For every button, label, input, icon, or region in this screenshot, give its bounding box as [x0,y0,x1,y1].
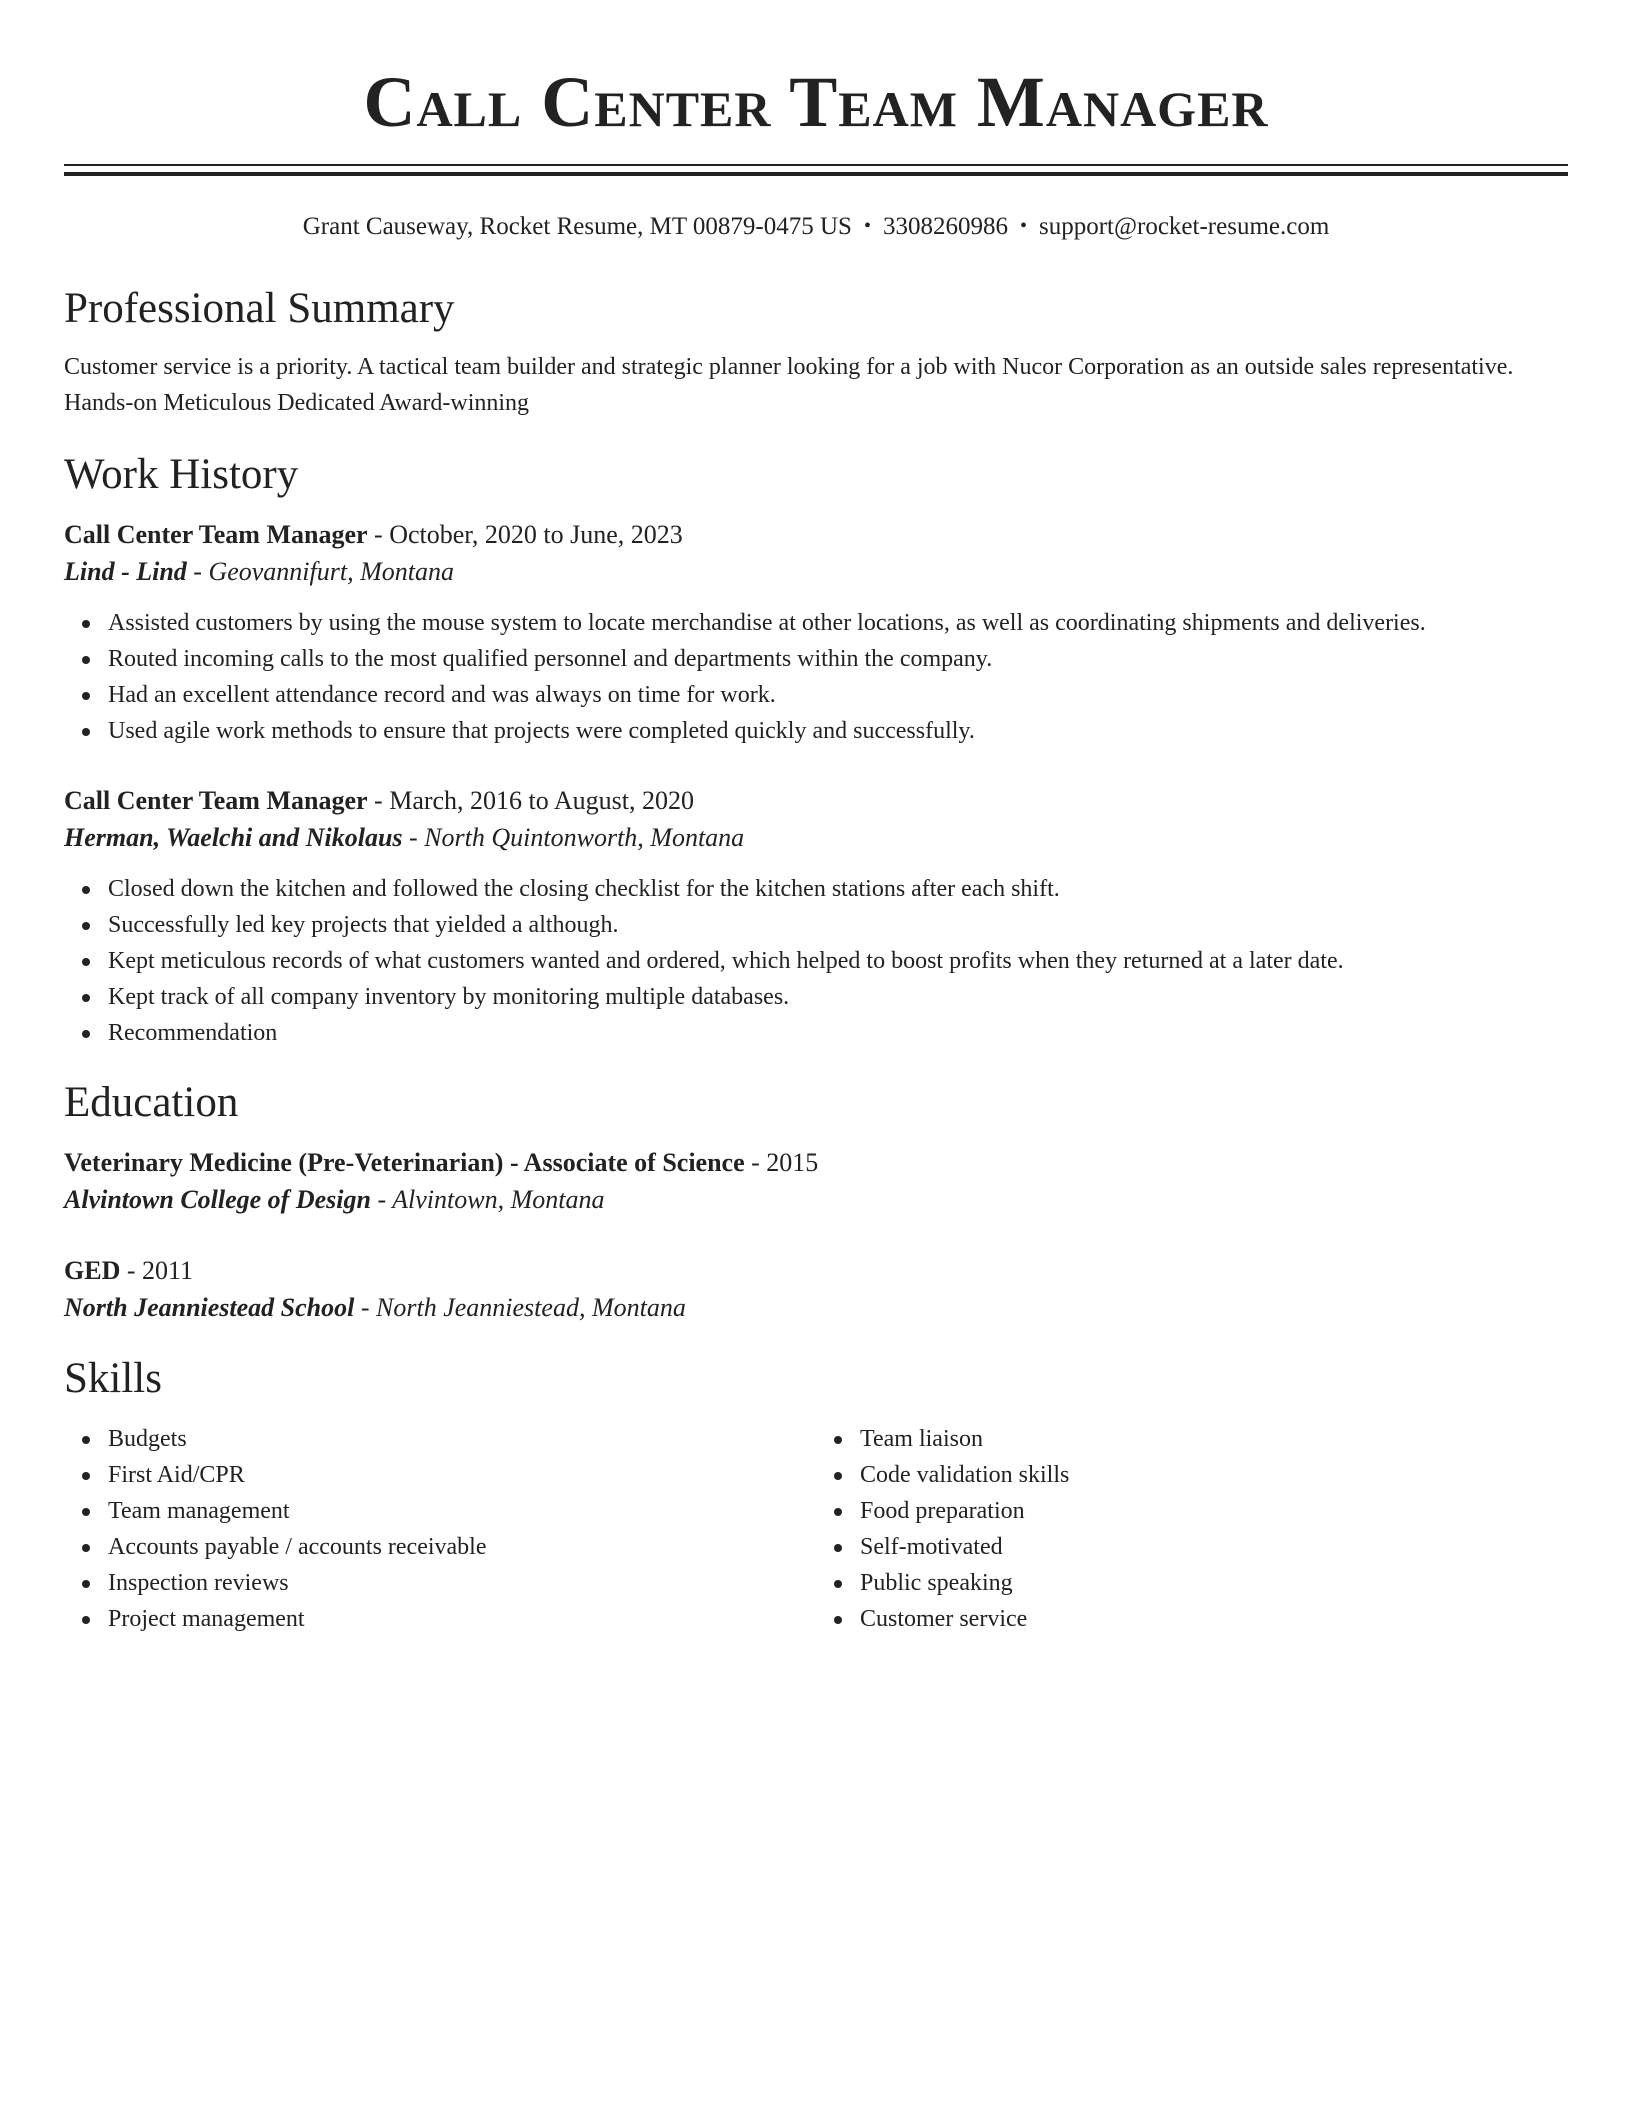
job-company: Herman, Waelchi and Nikolaus [64,823,403,852]
education-location: - North Jeanniestead, Montana [354,1293,686,1322]
job-role: Call Center Team Manager [64,786,368,815]
list-item: Project management [108,1601,816,1637]
education-heading: Education [64,1079,239,1126]
list-item: Recommendation [108,1015,1568,1051]
skills-columns [64,1421,1568,1637]
job-dates: - March, 2016 to August, 2020 [367,786,694,815]
education-entry [64,1145,1568,1219]
summary-heading: Professional Summary [64,285,455,332]
skills-heading: Skills [64,1355,162,1402]
contact-separator: • [1019,215,1027,237]
education-degree: GED [64,1256,121,1285]
job-location: - North Quintonworth, Montana [402,823,745,852]
list-item: Food preparation [860,1493,1568,1529]
job-entry [64,783,1568,1051]
summary-text: Customer service is a priority. A tactical team builder and strategic planner looking for a job with Nucor Corporation as an outside sales representative. Hands-on Meticulous Dedicated Award-winning [64,354,1514,416]
list-item: Assisted customers by using the mouse system to locate merchandise at other locations, as well as coordinating shipments and deliveries. [108,605,1568,641]
list-item: Team liaison [860,1421,1568,1457]
education-school: Alvintown College of Design [64,1185,371,1214]
list-item: Accounts payable / accounts receivable [108,1529,816,1565]
list-item: Kept meticulous records of what customers wanted and ordered, which helped to boost profits when they returned at a later date. [108,943,1568,979]
list-item: Code validation skills [860,1457,1568,1493]
job-company: Lind - Lind [64,557,187,586]
education-location: - Alvintown, Montana [370,1185,605,1214]
education-degree: Veterinary Medicine (Pre-Veterinarian) - Associate of Science [64,1148,745,1177]
education-year: - 2015 [744,1148,819,1177]
resume-title: Call Center Team Manager [363,62,1269,142]
header-divider-thin [64,164,1568,166]
list-item: Used agile work methods to ensure that projects were completed quickly and successfully. [108,713,1568,749]
contact-separator: • [863,215,871,237]
job-title-line [64,783,1568,819]
list-item: Inspection reviews [108,1565,816,1601]
list-item: Self-motivated [860,1529,1568,1565]
skills-list-right [816,1421,1568,1637]
education-year: - 2011 [120,1256,194,1285]
job-title-line [64,517,1568,553]
list-item: Kept track of all company inventory by monitoring multiple databases. [108,979,1568,1015]
header-divider-thick [64,172,1568,176]
list-item: First Aid/CPR [108,1457,816,1493]
contact-line [64,210,1568,243]
education-school-line [64,1289,1568,1327]
list-item: Successfully led key projects that yielded a although. [108,907,1568,943]
list-item: Had an excellent attendance record and was always on time for work. [108,677,1568,713]
list-item: Customer service [860,1601,1568,1637]
list-item: Public speaking [860,1565,1568,1601]
skills-list-left [64,1421,816,1637]
education-entry [64,1253,1568,1327]
contact-address: Grant Causeway, Rocket Resume, MT 00879-0475 US [302,213,852,240]
list-item: Routed incoming calls to the most qualified personnel and departments within the company. [108,641,1568,677]
education-degree-line [64,1253,1568,1289]
job-company-line [64,553,1568,591]
list-item: Budgets [108,1421,816,1457]
job-entry [64,517,1568,749]
list-item: Team management [108,1493,816,1529]
education-degree-line [64,1145,1568,1181]
list-item: Closed down the kitchen and followed the closing checklist for the kitchen stations after each shift. [108,871,1568,907]
job-company-line [64,819,1568,857]
contact-email: support@rocket-resume.com [1038,213,1330,240]
job-location: - Geovannifurt, Montana [186,557,454,586]
job-bullet-list [64,605,1568,749]
education-school-line [64,1181,1568,1219]
job-bullet-list [64,871,1568,1051]
education-school: North Jeanniestead School [64,1293,355,1322]
work-history-heading: Work History [64,451,299,498]
contact-phone: 3308260986 [882,213,1008,240]
job-dates: - October, 2020 to June, 2023 [367,520,683,549]
job-role: Call Center Team Manager [64,520,368,549]
